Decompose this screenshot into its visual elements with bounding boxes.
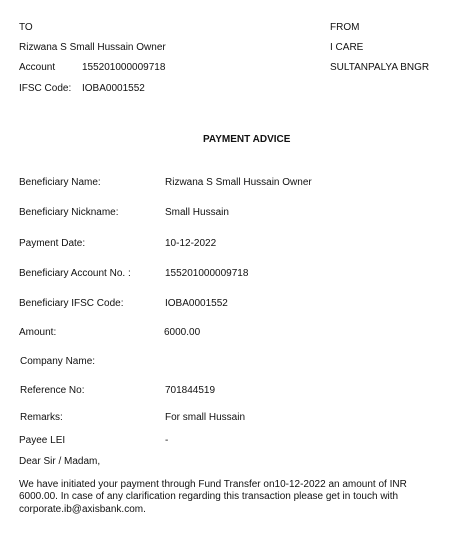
detail-label: Beneficiary Nickname: [19, 207, 119, 218]
detail-value: Rizwana S Small Hussain Owner [165, 177, 312, 188]
detail-label: Beneficiary Account No. : [19, 268, 131, 279]
account-value: 155201000009718 [82, 62, 166, 73]
sender-line-1: I CARE [330, 42, 364, 53]
detail-label: Amount: [19, 327, 57, 338]
detail-label: Payee LEI [19, 435, 66, 446]
detail-label: Reference No: [20, 385, 85, 396]
detail-value: - [165, 435, 169, 446]
detail-label: Beneficiary Name: [19, 177, 101, 188]
detail-value: 10-12-2022 [165, 238, 217, 249]
detail-value: 701844519 [165, 385, 216, 396]
salutation: Dear Sir / Madam, [19, 456, 101, 467]
message-paragraph: We have initiated your payment through Fund Transfer on10-12-2022 an amount of INR 6000.00. In case of any clarification regarding this transaction please get in touch with corporate.ib@axisbank.com. [19, 479, 407, 515]
detail-label: Beneficiary IFSC Code: [19, 298, 124, 309]
detail-value: For small Hussain [165, 412, 246, 423]
page-title: PAYMENT ADVICE [203, 134, 291, 145]
account-label: Account [19, 62, 56, 73]
ifsc-value: IOBA0001552 [82, 83, 145, 94]
detail-label: Payment Date: [19, 238, 86, 249]
to-heading: TO [19, 22, 33, 33]
detail-value: 6000.00 [164, 327, 201, 338]
recipient-name: Rizwana S Small Hussain Owner [19, 42, 166, 53]
detail-value: Small Hussain [165, 207, 229, 218]
ifsc-label: IFSC Code: [19, 83, 72, 94]
detail-value: IOBA0001552 [165, 298, 228, 309]
detail-value: 155201000009718 [165, 268, 249, 279]
detail-label: Remarks: [20, 412, 63, 423]
sender-line-2: SULTANPALYA BNGR [330, 62, 430, 73]
detail-label: Company Name: [20, 356, 96, 367]
from-heading: FROM [330, 22, 360, 33]
